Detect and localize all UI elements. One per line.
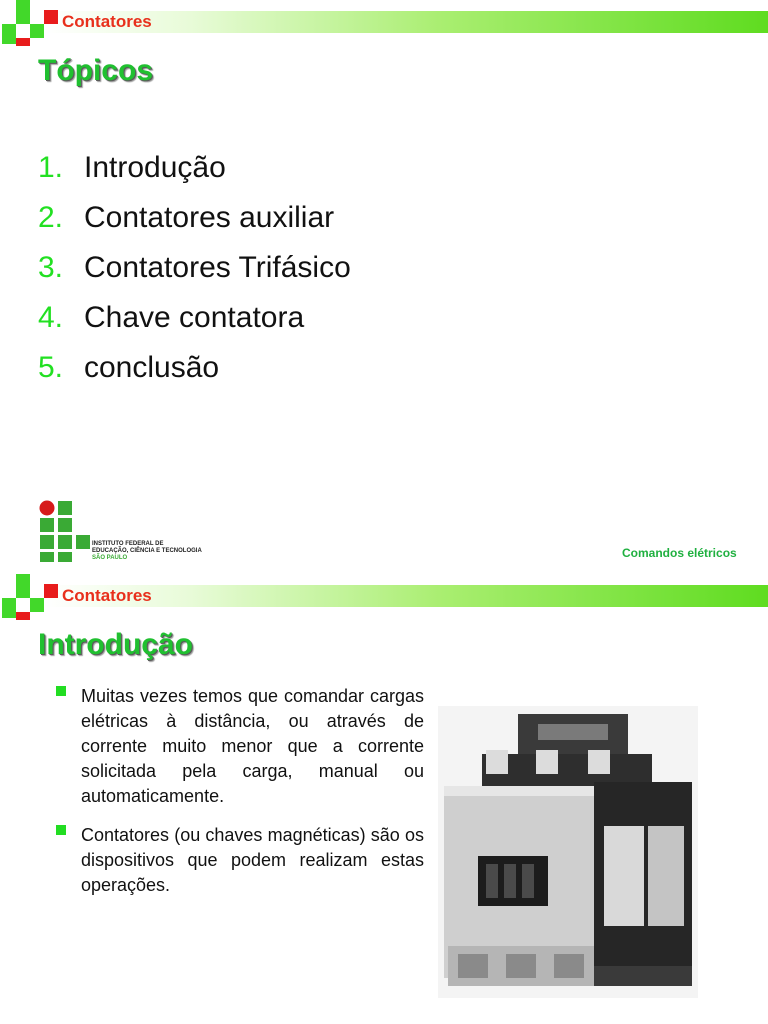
logo-line-1: INSTITUTO FEDERAL DE bbox=[92, 541, 164, 547]
bullet-text: Muitas vezes temos que comandar cargas elétricas à distância, ou através de corrente muito menor que a corrente solicitada pela carga, manual ou automaticamente. bbox=[81, 686, 424, 806]
bullet-text: Contatores (ou chaves magnéticas) são os dispositivos que podem realizam estas operações. bbox=[81, 825, 424, 895]
list-label: conclusão bbox=[84, 351, 220, 384]
square-bullet-icon bbox=[56, 825, 66, 835]
list-number: 3. bbox=[38, 251, 64, 284]
contactor-photo bbox=[438, 706, 698, 998]
list-number: 4. bbox=[38, 301, 64, 334]
topics-list bbox=[38, 146, 351, 396]
list-number: 2. bbox=[38, 201, 64, 234]
slide-introducao bbox=[0, 574, 768, 1024]
header-gradient-bar bbox=[46, 11, 768, 33]
list-label: Chave contatora bbox=[84, 301, 305, 334]
list-label: Contatores Trifásico bbox=[84, 251, 351, 284]
list-number: 1. bbox=[38, 151, 64, 184]
header-title: Contatores bbox=[62, 12, 152, 31]
list-item bbox=[38, 296, 351, 346]
list-label: Contatores auxiliar bbox=[84, 201, 335, 234]
header-gradient-bar bbox=[46, 585, 768, 607]
list-label: Introdução bbox=[84, 151, 226, 184]
logo-line-3: SÃO PAULO bbox=[92, 555, 128, 561]
list-item bbox=[38, 146, 351, 196]
list-number: 5. bbox=[38, 351, 64, 384]
page-title: Tópicos bbox=[38, 54, 154, 87]
checkerboard-logo-icon bbox=[0, 0, 60, 46]
ifsp-logo-icon bbox=[38, 500, 238, 564]
list-item bbox=[38, 196, 351, 246]
square-bullet-icon bbox=[56, 686, 66, 696]
page-title: Introdução bbox=[38, 628, 193, 661]
slide-header bbox=[0, 0, 768, 46]
list-item bbox=[56, 823, 424, 898]
footer-text: Comandos elétricos bbox=[622, 546, 737, 560]
logo-line-2: EDUCAÇÃO, CIÊNCIA E TECNOLOGIA bbox=[92, 548, 202, 554]
slide-header bbox=[0, 574, 768, 620]
list-item bbox=[56, 684, 424, 809]
bullet-list bbox=[56, 684, 424, 912]
checkerboard-logo-icon bbox=[0, 574, 60, 620]
header-title: Contatores bbox=[62, 586, 152, 605]
list-item bbox=[38, 346, 351, 396]
list-item bbox=[38, 246, 351, 296]
